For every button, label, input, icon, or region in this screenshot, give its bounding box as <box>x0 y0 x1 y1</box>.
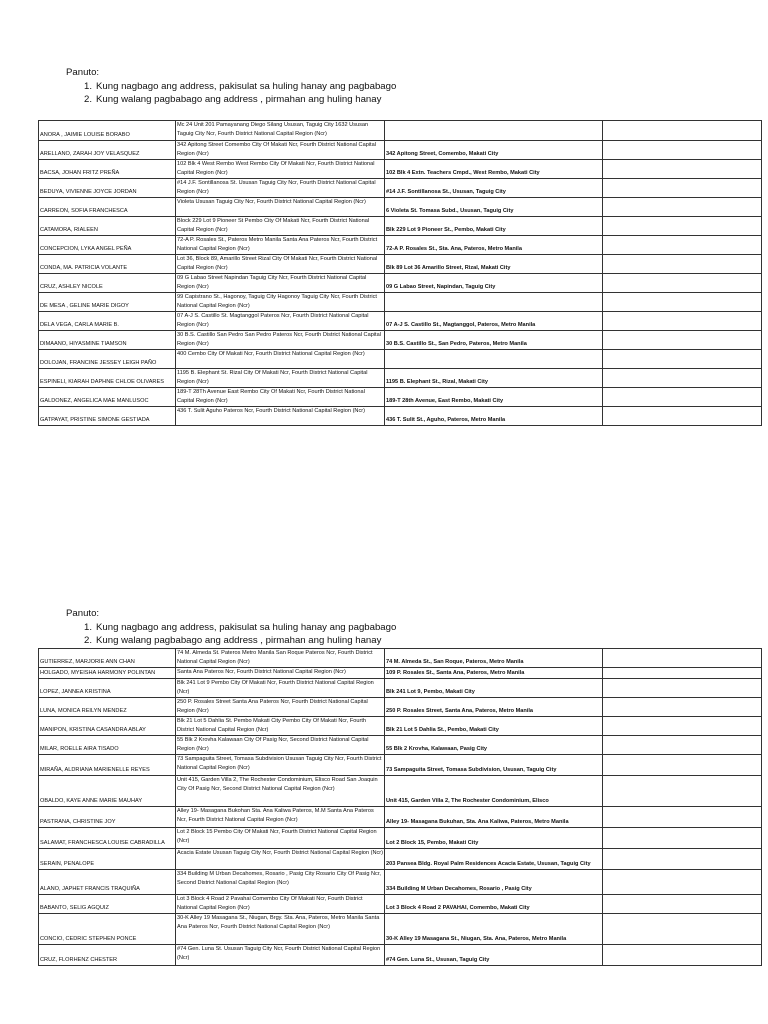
signature-cell[interactable] <box>603 350 762 369</box>
current-address-cell: Santa Ana Pateros Ncr, Fourth District National Capital Region (Ncr) <box>176 668 385 679</box>
signature-cell[interactable] <box>603 717 762 736</box>
signature-cell[interactable] <box>603 160 762 179</box>
student-name-cell: CRUZ, FLORHENZ CHESTER <box>39 945 176 966</box>
current-address-cell: 1195 B. Elephant St. Rizal City Of Makati Ncr, Fourth District National Capital Region (Ncr) <box>176 369 385 388</box>
signature-cell[interactable] <box>603 776 762 807</box>
table-row <box>39 914 762 945</box>
current-address-cell: 436 T. Sulit Aguho Pateros Ncr, Fourth District National Capital Region (Ncr) <box>176 407 385 426</box>
table-row <box>39 895 762 914</box>
student-name-cell: CRUZ, ASHLEY NICOLE <box>39 274 176 293</box>
updated-address-cell[interactable]: Lot 2 Block 15, Pembo, Makati City <box>385 828 603 849</box>
current-address-cell: #14 J.F. Sontillanosa St. Ususan Taguig City Ncr, Fourth District National Capital Region (Ncr) <box>176 179 385 198</box>
signature-cell[interactable] <box>603 755 762 776</box>
signature-cell[interactable] <box>603 217 762 236</box>
instruction-item: 2. Kung walang pagbabago ang address , pirmahan ang huling hanay <box>84 635 382 646</box>
updated-address-cell[interactable]: 189-T 28th Avenue, East Rembo, Makati City <box>385 388 603 407</box>
updated-address-cell[interactable]: Blk 21 Lot 5 Dahlia St., Pembo, Makati City <box>385 717 603 736</box>
signature-cell[interactable] <box>603 255 762 274</box>
instruction-item: 2. Kung walang pagbabago ang address , pirmahan ang huling hanay <box>84 94 382 105</box>
updated-address-cell[interactable]: Unit 415, Garden Villa 2, The Rochester Condominium, Elisco <box>385 776 603 807</box>
table-row <box>39 198 762 217</box>
updated-address-cell[interactable]: 102 Blk 4 Extn. Teachers Cmpd., West Rembo, Makati City <box>385 160 603 179</box>
table-row <box>39 293 762 312</box>
updated-address-cell[interactable]: 55 Blk 2 Krovha, Kalawaan, Pasig City <box>385 736 603 755</box>
student-name-cell: MILAR, ROELLE AIRA TISADO <box>39 736 176 755</box>
signature-cell[interactable] <box>603 121 762 141</box>
table-row <box>39 160 762 179</box>
updated-address-cell[interactable]: 30-K Alley 19 Masagana St., Niugan, Sta. Ana, Pateros, Metro Manila <box>385 914 603 945</box>
current-address-cell: Lot 3 Block 4 Road 2 Pavahai Comembo City Of Makati Ncr, Fourth District National Capital Region (Ncr) <box>176 895 385 914</box>
student-name-cell: MIRAÑA, ALDRIANA MARIENELLE REYES <box>39 755 176 776</box>
instructions-list <box>66 80 396 107</box>
signature-cell[interactable] <box>603 914 762 945</box>
table-row <box>39 870 762 895</box>
student-name-cell: BEDUYA, VIVIENNE JOYCE JORDAN <box>39 179 176 198</box>
student-name-cell: BABANTO, SELIG AGQUIZ <box>39 895 176 914</box>
updated-address-cell[interactable]: 74 M. Almeda St., San Roque, Pateros, Metro Manila <box>385 649 603 668</box>
signature-cell[interactable] <box>603 828 762 849</box>
table-row <box>39 679 762 698</box>
student-name-cell: GATPAYAT, PRISTINE SIMONE GESTIADA <box>39 407 176 426</box>
current-address-cell: Alley 19- Masagana Bukohan Sta. Ana Kaliwa Pateros, M.M Santa Ana Pateros Ncr, Fourth District National Capital Region (Ncr) <box>176 807 385 828</box>
updated-address-cell[interactable]: 07 A-J S. Castillo St., Magtanggol, Pateros, Metro Manila <box>385 312 603 331</box>
signature-cell[interactable] <box>603 179 762 198</box>
signature-cell[interactable] <box>603 141 762 160</box>
table-row <box>39 755 762 776</box>
current-address-cell: 342 Apitong Street Comembo City Of Makati Ncr, Fourth District National Capital Region (Ncr) <box>176 141 385 160</box>
signature-cell[interactable] <box>603 945 762 966</box>
table-row <box>39 388 762 407</box>
student-name-cell: CATAMORA, RIALEEN <box>39 217 176 236</box>
updated-address-cell[interactable] <box>385 121 603 141</box>
table-row <box>39 945 762 966</box>
current-address-cell: 30 B.S. Castillo San Pedro San Pedro Pateros Ncr, Fourth District National Capital Region (Ncr) <box>176 331 385 350</box>
student-name-cell: DIMAANO, HIYASMINE TIAMSON <box>39 331 176 350</box>
instructions-list <box>66 621 396 648</box>
table-row <box>39 807 762 828</box>
current-address-cell: 09 G Labao Street Napindan Taguig City Ncr, Fourth District National Capital Region (Ncr) <box>176 274 385 293</box>
table-row <box>39 331 762 350</box>
student-name-cell: ESPINELI, KIARAH DAPHNE CHLOE OLIVARES <box>39 369 176 388</box>
current-address-cell: Blk 241 Lot 9 Pembo City Of Makati Ncr, Fourth District National Capital Region (Ncr) <box>176 679 385 698</box>
updated-address-cell[interactable]: 73 Sampaguita Street, Tomasa Subdivision, Ususan, Taguig City <box>385 755 603 776</box>
instruction-item: 1. Kung nagbago ang address, pakisulat sa huling hanay ang pagbabago <box>84 621 397 633</box>
updated-address-cell[interactable]: 203 Pansea Bldg. Royal Palm Residences Acacia Estate, Ususan, Taguig City <box>385 849 603 870</box>
updated-address-cell[interactable]: Blk 89 Lot 36 Amarillo Street, Rizal, Makati City <box>385 255 603 274</box>
student-name-cell: PASTRANA, CHRISTINE JOY <box>39 807 176 828</box>
current-address-cell: 99 Capistrano St., Hagonoy, Taguig City Hagonoy Taguig City Ncr, Fourth District National Capital Region (Ncr) <box>176 293 385 312</box>
signature-cell[interactable] <box>603 736 762 755</box>
student-name-cell: DE MESA , GELINE MARIE DIGOY <box>39 293 176 312</box>
student-name-cell: ALANO, JAPHET FRANCIS TRAQUIÑA <box>39 870 176 895</box>
updated-address-cell[interactable] <box>385 293 603 312</box>
table-row <box>39 274 762 293</box>
current-address-cell: #74 Gen. Luna St. Ususan Taguig City Ncr, Fourth District National Capital Region (Ncr) <box>176 945 385 966</box>
table-row <box>39 717 762 736</box>
signature-cell[interactable] <box>603 668 762 679</box>
signature-cell[interactable] <box>603 198 762 217</box>
signature-cell[interactable] <box>603 236 762 255</box>
updated-address-cell[interactable]: #14 J.F. Sontillanosa St., Ususan, Taguig City <box>385 179 603 198</box>
current-address-cell: 74 M. Almeda St. Pateros Metro Manila San Roque Pateros Ncr, Fourth District National Capital Region (Ncr) <box>176 649 385 668</box>
current-address-cell: Block 229 Lot 9 Pioneer St Pembo City Of Makati Ncr, Fourth District National Capital Region (Ncr) <box>176 217 385 236</box>
signature-cell[interactable] <box>603 331 762 350</box>
table-row <box>39 407 762 426</box>
instructions-1 <box>66 66 396 107</box>
table-row <box>39 698 762 717</box>
current-address-cell: 73 Sampaguita Street, Tomasa Subdivision Ususan Taguig City Ncr, Fourth District National Capital Region (Ncr) <box>176 755 385 776</box>
signature-cell[interactable] <box>603 369 762 388</box>
table-row <box>39 141 762 160</box>
signature-cell[interactable] <box>603 870 762 895</box>
table-row <box>39 849 762 870</box>
student-name-cell: DELA VEGA, CARLA MARIE B. <box>39 312 176 331</box>
table-row <box>39 236 762 255</box>
student-name-cell: GALDONEZ, ANGELICA MAE MANLUSOC <box>39 388 176 407</box>
current-address-cell: 250 P. Rosales Street Santa Ana Pateros Ncr, Fourth District National Capital Region (Ncr) <box>176 698 385 717</box>
current-address-cell: Lot 2 Block 15 Pembo City Of Makati Ncr, Fourth District National Capital Region (Ncr) <box>176 828 385 849</box>
student-name-cell: OBALDO, KAYE ANNE MARIE MAUHAY <box>39 776 176 807</box>
table-row <box>39 312 762 331</box>
current-address-cell: Blk 21 Lot 5 Dahlia St. Pembo Makati City Pembo City Of Makati Ncr, Fourth District National Capital Region (Ncr) <box>176 717 385 736</box>
updated-address-cell[interactable]: #74 Gen. Luna St., Ususan, Taguig City <box>385 945 603 966</box>
table-row <box>39 350 762 369</box>
student-name-cell: HOLGADO, MYEISHA HARMONY POLINTAN <box>39 668 176 679</box>
signature-cell[interactable] <box>603 274 762 293</box>
student-name-cell: ANORA , JAIMIE LOUISE BORABO <box>39 121 176 141</box>
table-row <box>39 369 762 388</box>
table-row <box>39 668 762 679</box>
instruction-item: 1. Kung nagbago ang address, pakisulat sa huling hanay ang pagbabago <box>84 80 397 92</box>
table-row <box>39 179 762 198</box>
student-name-cell: CARREON, SOFIA FRANCHESCA <box>39 198 176 217</box>
student-name-cell: BACSA, JOHAN FRITZ PREÑA <box>39 160 176 179</box>
signature-cell[interactable] <box>603 649 762 668</box>
current-address-cell: 400 Cembo City Of Makati Ncr, Fourth District National Capital Region (Ncr) <box>176 350 385 369</box>
updated-address-cell[interactable]: Lot 3 Block 4 Road 2 PAVAHAI, Comembo, Makati City <box>385 895 603 914</box>
student-name-cell: ARELLANO, ZARAH JOY VELASQUEZ <box>39 141 176 160</box>
current-address-cell: 72-A P. Rosales St., Pateros Metro Manila Santa Ana Pateros Ncr, Fourth District National Capital Region (Ncr) <box>176 236 385 255</box>
student-name-cell: SALAMAT, FRANCHESCA LOUISE CABRADILLA <box>39 828 176 849</box>
student-name-cell: LUNA, MONICA REILYN MENDEZ <box>39 698 176 717</box>
student-name-cell: CONDA, MA. PATRICIA VOLANTE <box>39 255 176 274</box>
table-row <box>39 649 762 668</box>
signature-cell[interactable] <box>603 388 762 407</box>
instructions-title: Panuto: <box>66 67 100 78</box>
current-address-cell: 07 A-J S. Castillo St. Magtanggol Pateros Ncr, Fourth District National Capital Region (Ncr) <box>176 312 385 331</box>
signature-cell[interactable] <box>603 849 762 870</box>
updated-address-cell[interactable]: 334 Building M Urban Decahomes, Rosario , Pasig City <box>385 870 603 895</box>
table-row <box>39 736 762 755</box>
updated-address-cell[interactable]: 09 G Labao Street, Napindan, Taguig City <box>385 274 603 293</box>
updated-address-cell[interactable]: 1195 B. Elephant St., Rizal, Makati City <box>385 369 603 388</box>
signature-cell[interactable] <box>603 698 762 717</box>
current-address-cell: Lot 36, Block 89, Amarillo Street Rizal City Of Makati Ncr, Fourth District National Capital Region (Ncr) <box>176 255 385 274</box>
instructions-title: Panuto: <box>66 608 100 619</box>
signature-cell[interactable] <box>603 407 762 426</box>
student-name-cell: GUTIERREZ, MARJORIE ANN CHAN <box>39 649 176 668</box>
student-name-cell: CONCEPCION, LYKA ANGEL PEÑA <box>39 236 176 255</box>
updated-address-cell[interactable]: Blk 229 Lot 9 Pioneer St., Pembo, Makati City <box>385 217 603 236</box>
updated-address-cell[interactable]: 342 Apitong Street, Comembo, Makati City <box>385 141 603 160</box>
current-address-cell: Unit 415, Garden Villa 2, The Rochester Condominium, Elisco Road San Joaquin City Of Pasig Ncr, Second District National Capital Region (Ncr) <box>176 776 385 807</box>
student-name-cell: LOPEZ, JANNEA KRISTINA <box>39 679 176 698</box>
current-address-cell: Violeta Ususan Taguig City Ncr, Fourth District National Capital Region (Ncr) <box>176 198 385 217</box>
signature-cell[interactable] <box>603 807 762 828</box>
current-address-cell: Acacia Estate Ususan Taguig City Ncr, Fourth District National Capital Region (Ncr) <box>176 849 385 870</box>
signature-cell[interactable] <box>603 312 762 331</box>
table-row <box>39 255 762 274</box>
table-row <box>39 121 762 141</box>
updated-address-cell[interactable]: 72-A P. Rosales St., Sta. Ana, Pateros, Metro Manila <box>385 236 603 255</box>
updated-address-cell[interactable]: 6 Violeta St. Tomasa Subd., Ususan, Taguig City <box>385 198 603 217</box>
updated-address-cell[interactable]: 30 B.S. Castillo St., San Pedro, Pateros, Metro Manila <box>385 331 603 350</box>
current-address-cell: 334 Building M Urban Decahomes, Rosario , Pasig City Rosario City Of Pasig Ncr, Second District National Capital Region (Ncr) <box>176 870 385 895</box>
table-row <box>39 217 762 236</box>
updated-address-cell[interactable] <box>385 350 603 369</box>
updated-address-cell[interactable]: Alley 19- Masagana Bukuhan, Sta. Ana Kaliwa, Pateros, Metro Manila <box>385 807 603 828</box>
roster-table-2 <box>38 648 762 966</box>
current-address-cell: 55 Blk 2 Krovha Kalawaan City Of Pasig Ncr, Second District National Capital Region (Ncr) <box>176 736 385 755</box>
current-address-cell: Mc 24 Unit 201 Pamayanang Diego Silang Ususan, Taguig City 1632 Ususan Taguig City Ncr, Fourth District National Capital Region (Ncr) <box>176 121 385 141</box>
student-name-cell: DOLOJAN, FRANCINE JESSEY LEIGH PAÑO <box>39 350 176 369</box>
instructions-2 <box>66 607 396 648</box>
table-row <box>39 776 762 807</box>
table-row <box>39 828 762 849</box>
updated-address-cell[interactable]: 436 T. Sulit St., Aguho, Pateros, Metro Manila <box>385 407 603 426</box>
signature-cell[interactable] <box>603 679 762 698</box>
updated-address-cell[interactable]: Blk 241 Lot 9, Pembo, Makati City <box>385 679 603 698</box>
updated-address-cell[interactable]: 250 P. Rosales Street, Santa Ana, Pateros, Metro Manila <box>385 698 603 717</box>
current-address-cell: 102 Blk 4 West Rembo West Rembo City Of Makati Ncr, Fourth District National Capital Region (Ncr) <box>176 160 385 179</box>
student-name-cell: MANIPON, KRISTINA CASANDRA ABLAY <box>39 717 176 736</box>
updated-address-cell[interactable]: 109 P. Rosales St., Santa Ana, Pateros, Metro Manila <box>385 668 603 679</box>
student-name-cell: CONCIO, CEDRIC STEPHEN PONCE <box>39 914 176 945</box>
student-name-cell: SERAIN, PENALOPE <box>39 849 176 870</box>
roster-table-1 <box>38 120 762 426</box>
signature-cell[interactable] <box>603 293 762 312</box>
signature-cell[interactable] <box>603 895 762 914</box>
current-address-cell: 30-K Alley 19 Masagana St., Niugan, Brgy. Sta. Ana, Pateros, Metro Manila Santa Ana Pateros Ncr, Fourth District National Capital Region (Ncr) <box>176 914 385 945</box>
current-address-cell: 189-T 28Th Avenue East Rembo City Of Makati Ncr, Fourth District National Capital Region (Ncr) <box>176 388 385 407</box>
